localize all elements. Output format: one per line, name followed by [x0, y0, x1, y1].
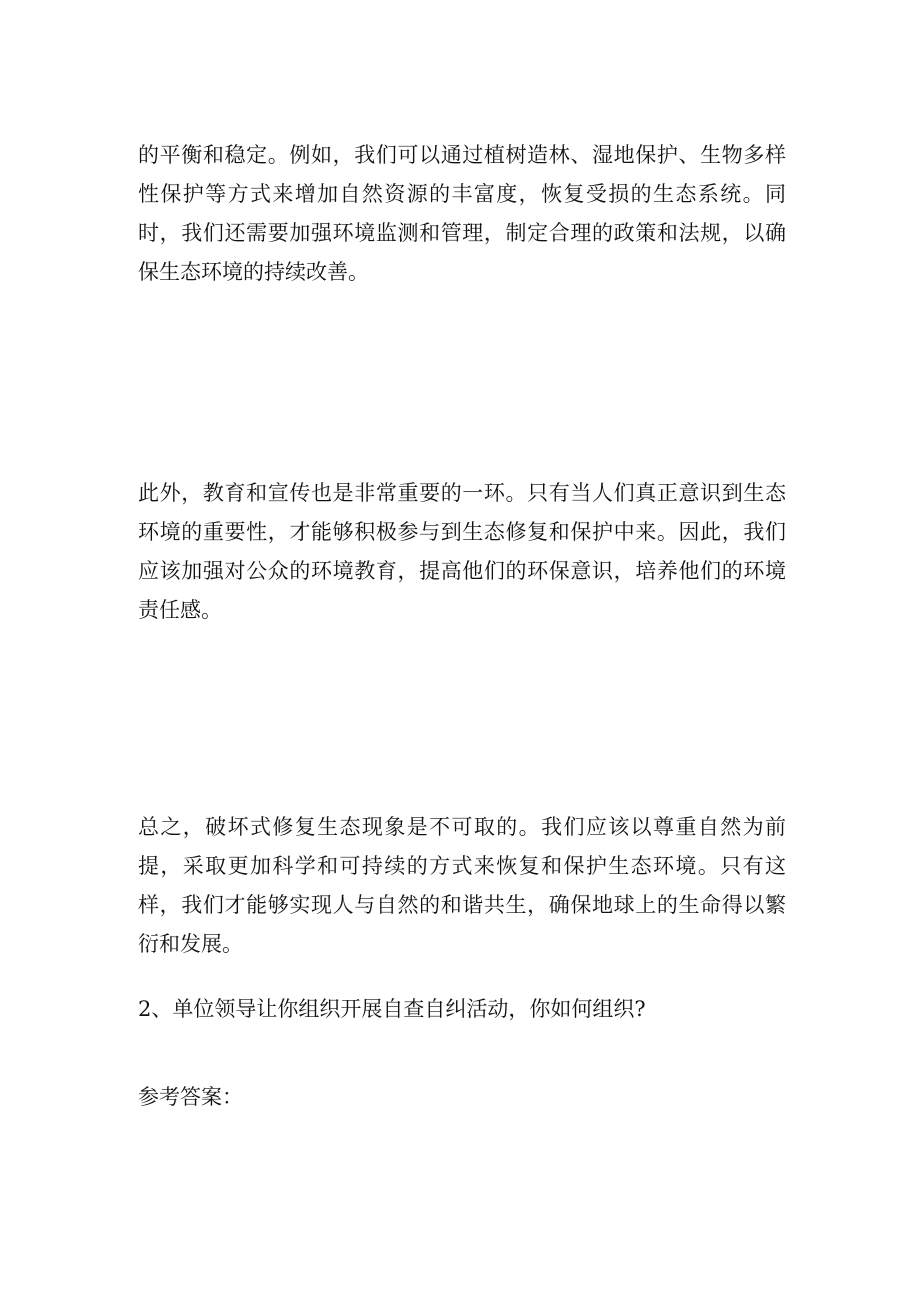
question-heading: 2、单位领导让你组织开展自查自纠活动，你如何组织? — [138, 997, 646, 1021]
body-paragraph: 总之，破坏式修复生态现象是不可取的。我们应该以尊重自然为前提，采取更加科学和可持续的方式来恢复和保护生态环境。只有这样，我们才能够实现人与自然的和谐共生，确保地球上的生命得以繁衍和发展。 — [138, 815, 786, 956]
answer-label: 参考答案： — [138, 1085, 243, 1109]
body-paragraph: 此外，教育和宣传也是非常重要的一环。只有当人们真正意识到生态环境的重要性，才能够积极参与到生态修复和保护中来。因此，我们应该加强对公众的环境教育，提高他们的环保意识，培养他们的环境责任感。 — [138, 481, 786, 622]
body-paragraph: 的平衡和稳定。例如，我们可以通过植树造林、湿地保护、生物多样性保护等方式来增加自然资源的丰富度，恢复受损的生态系统。同时，我们还需要加强环境监测和管理，制定合理的政策和法规，以确保生态环境的持续改善。 — [138, 143, 786, 284]
